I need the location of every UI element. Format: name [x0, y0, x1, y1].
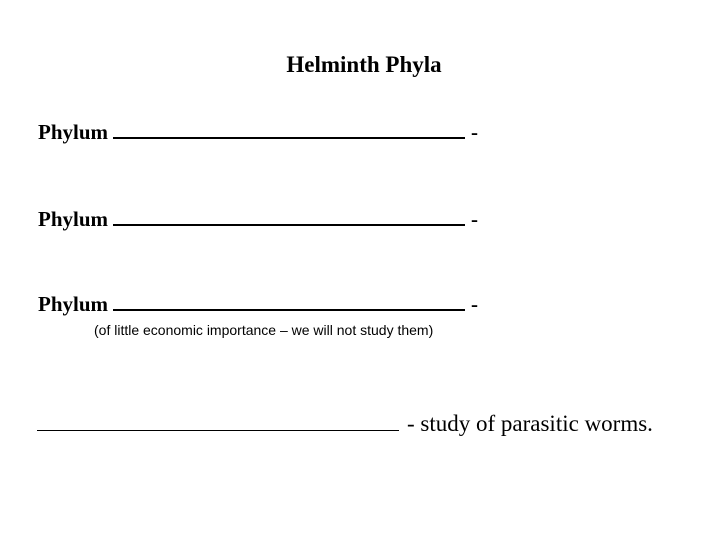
phylum-dash: -	[471, 207, 479, 231]
definition-line	[37, 408, 653, 439]
fill-in-blank	[37, 408, 399, 431]
fill-in-blank	[113, 204, 465, 226]
phylum-label: Phylum	[38, 292, 109, 316]
fill-in-blank	[113, 117, 465, 139]
phylum-line-1	[38, 117, 478, 146]
phylum-dash: -	[471, 120, 479, 144]
slide-title: Helminth Phyla	[286, 52, 442, 77]
phylum-line-3	[38, 289, 478, 318]
phylum-dash: -	[471, 292, 479, 316]
economic-importance-note: (of little economic importance – we will not study them)	[94, 322, 434, 338]
phylum-label: Phylum	[38, 120, 109, 144]
definition-text: - study of parasitic worms.	[407, 411, 653, 436]
fill-in-blank	[113, 289, 465, 311]
phylum-label: Phylum	[38, 207, 109, 231]
phylum-line-2	[38, 204, 478, 233]
